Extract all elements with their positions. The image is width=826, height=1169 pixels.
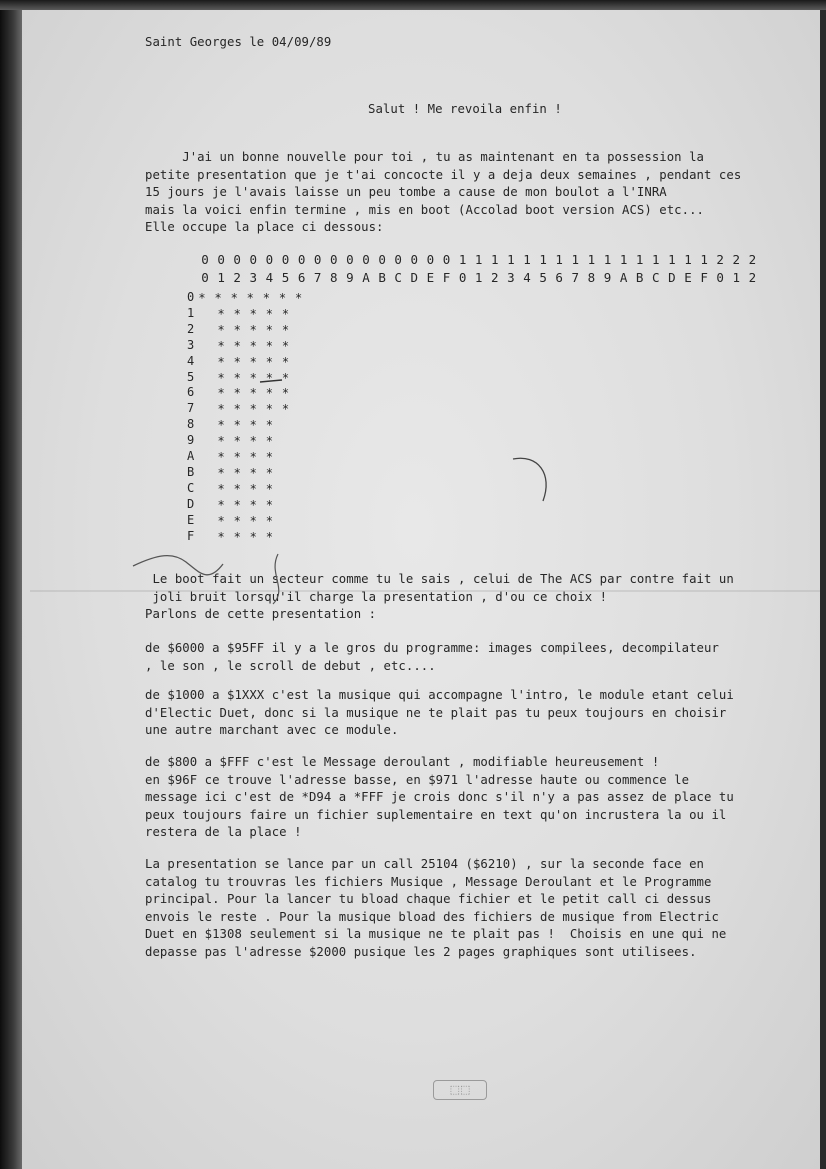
sector-used-mark: * <box>233 450 241 464</box>
sector-row-label: 0 <box>187 290 195 304</box>
sector-used-mark: * <box>249 465 257 480</box>
sector-used-mark: * <box>249 386 257 401</box>
sector-used-mark: * <box>217 306 225 321</box>
sector-used-mark: * <box>265 481 273 496</box>
sector-header-cell: 5 <box>281 270 290 285</box>
sector-used-mark: * <box>217 418 225 433</box>
sector-used-mark: * <box>217 370 225 385</box>
sector-header-cell: 0 <box>378 252 386 267</box>
sector-used-mark: * <box>249 306 257 321</box>
sector-used-mark: * <box>249 529 257 544</box>
sector-header-cell: 8 <box>330 270 338 285</box>
sector-row-label: 6 <box>187 385 195 400</box>
sector-used-mark: * <box>265 434 273 449</box>
sector-used-mark: * <box>217 465 225 480</box>
sector-used-mark: * <box>265 354 273 369</box>
sector-header-cell: 1 <box>571 252 580 267</box>
sector-header-cell: 0 <box>458 270 467 285</box>
paragraph-1000: de $1000 a $1XXX c'est la musique qui accompagne l'intro, le module etant celui d'Electic Duet, donc si la musique ne te plait pas tu peux toujours en choisir une autre marchant avec ce module. <box>145 688 734 738</box>
sector-used-mark: * <box>233 386 241 401</box>
sector-used-mark: * <box>217 386 225 401</box>
sector-header-cell: 0 <box>201 270 209 285</box>
sector-row-label: 1 <box>187 305 195 320</box>
sector-header-cell: 8 <box>587 270 596 285</box>
sector-used-mark: * <box>217 450 225 464</box>
sector-header-cell: C <box>652 270 660 285</box>
sector-header-cell: 1 <box>474 270 483 285</box>
sector-used-mark: * <box>217 338 225 353</box>
sector-row-label: 5 <box>187 369 195 384</box>
sector-used-mark: * <box>249 322 257 337</box>
sector-header-cell: 0 <box>313 252 322 267</box>
sector-used-mark: * <box>249 497 257 512</box>
sector-header-cell: 0 <box>394 252 402 267</box>
sector-header-cell: 7 <box>313 270 322 285</box>
sector-used-mark: * <box>281 338 290 353</box>
sector-used-mark: * <box>217 402 225 417</box>
sector-row-label: E <box>187 512 195 527</box>
sector-header-cell: 0 <box>410 252 419 267</box>
sector-header-cell: 1 <box>539 252 547 267</box>
sector-header-cell: 3 <box>507 270 515 285</box>
sector-header-cell: 1 <box>700 252 708 267</box>
sector-used-mark: * <box>233 434 241 449</box>
sector-used-mark: * <box>233 513 241 528</box>
sector-used-mark: * <box>249 450 257 464</box>
sector-header-cell: 1 <box>732 270 741 285</box>
sector-used-mark: * <box>262 291 270 305</box>
sector-used-mark: * <box>249 338 257 353</box>
sector-header-cell: 2 <box>748 270 757 285</box>
paragraph-800: de $800 a $FFF c'est le Message deroulant , modifiable heureusement ! en $96F ce trouve l'adresse basse, en $971 l'adresse haute ou commence le message ici c'est de *D94 a *FFF je crois donc s'il n'y a pas assez de place tu peux toujours faire un fichier suplementaire en text qu'on incrustera la ou il restera de la place ! <box>145 755 734 840</box>
sector-header-cell: E <box>684 270 692 285</box>
sector-header-cell: 1 <box>523 252 531 267</box>
sector-row-label: 8 <box>187 417 195 432</box>
sector-used-mark: * <box>198 291 206 305</box>
paragraph-launch: La presentation se lance par un call 25104 ($6210) , sur la seconde face en catalog tu trouvras les fichiers Musique , Message Deroulant et le Programme principal. Pour la lancer tu bload chaque fichier et le petit call ci dessus envois le reste . Pour la musique bload des fichiers de musique from Electric Duet en $1308 seulement si la musique ne te plait pas ! Choisis en une qui ne depasse pas l'adresse $2000 pusique les 2 pages graphiques sont utilisees. <box>145 857 727 959</box>
sector-used-mark: * <box>281 322 290 337</box>
sector-header-cell: 1 <box>668 252 676 267</box>
sector-header-cell: 0 <box>716 270 724 285</box>
sector-used-mark: * <box>281 402 290 417</box>
paper-watermark: ⬚⬚ <box>433 1080 487 1100</box>
sector-used-mark: * <box>294 291 303 305</box>
sector-header-cell: D <box>668 270 676 285</box>
sector-used-mark: * <box>249 370 257 385</box>
sector-used-mark: * <box>249 418 257 433</box>
sector-header-cell: F <box>700 270 708 285</box>
scan-edge-left <box>0 0 22 1169</box>
sector-used-mark: * <box>214 291 222 305</box>
sector-used-mark: * <box>265 402 273 417</box>
sector-header-cell: 1 <box>603 252 612 267</box>
sector-header-cell: 1 <box>474 252 483 267</box>
sector-header-cell: 6 <box>555 270 563 285</box>
sector-row-label: 3 <box>187 337 195 352</box>
sector-used-mark: * <box>233 497 241 512</box>
sector-used-mark: * <box>233 322 241 337</box>
sector-header-cell: 5 <box>539 270 547 285</box>
sector-used-mark: * <box>265 386 273 401</box>
sector-header-cell: B <box>635 270 644 285</box>
sector-used-mark: * <box>217 497 225 512</box>
sector-used-mark: * <box>217 513 225 528</box>
sector-header-cell: 0 <box>346 252 354 267</box>
sector-header-cell: D <box>410 270 419 285</box>
sector-used-mark: * <box>265 497 273 512</box>
sector-header-cell: 0 <box>297 252 306 267</box>
sector-header-cell: 1 <box>684 252 692 267</box>
sector-header-cell: E <box>426 270 435 285</box>
boot-paragraph: Le boot fait un secteur comme tu le sais , celui de The ACS par contre fait un joli bruit lorsqu'il charge la presentation , d'ou ce choix ! Parlons de cette presentation : <box>145 572 734 622</box>
sector-used-mark: * <box>217 434 225 449</box>
sector-row-label: 2 <box>187 321 195 336</box>
scan-edge-top <box>0 0 826 10</box>
sector-header-cell: 2 <box>233 270 241 285</box>
sector-row-label: 7 <box>187 401 195 416</box>
sector-used-mark: * <box>249 402 257 417</box>
sector-used-mark: * <box>265 465 273 480</box>
sector-header-cell: 4 <box>523 270 531 285</box>
pen-arc-mark <box>503 449 563 509</box>
sector-header-cell: A <box>619 270 628 285</box>
sector-header-cell: 2 <box>491 270 499 285</box>
sector-header-cell: 0 <box>265 252 274 267</box>
sector-header-cell: 6 <box>297 270 306 285</box>
sector-used-mark: * <box>249 513 257 528</box>
location-date: Saint Georges le 04/09/89 <box>145 35 332 49</box>
sector-header-cell: 0 <box>362 252 370 267</box>
sector-header-cell: 9 <box>346 270 354 285</box>
sector-header-cell: A <box>362 270 370 285</box>
sector-row-label: B <box>187 464 195 479</box>
sector-used-mark: * <box>233 338 241 353</box>
sector-used-mark: * <box>230 291 238 305</box>
sector-header-cell: B <box>378 270 386 285</box>
sector-header-cell: 0 <box>249 252 258 267</box>
sector-header-cell: 0 <box>330 252 338 267</box>
sector-row-label: F <box>187 528 195 543</box>
sector-header-cell: F <box>442 270 451 285</box>
sector-row-label: A <box>187 449 195 463</box>
sector-used-mark: * <box>265 370 273 385</box>
sector-used-mark: * <box>265 306 273 321</box>
sector-header-cell: 0 <box>426 252 435 267</box>
sector-header-cell: 1 <box>491 252 499 267</box>
sector-used-mark: * <box>281 386 290 401</box>
sector-used-mark: * <box>233 354 241 369</box>
intro-paragraph: J'ai un bonne nouvelle pour toi , tu as maintenant en ta possession la petite presentation que je t'ai concocte il y a deja deux semaines , pendant ces 15 jours je l'avais laisse un peu tombe a cause de mon boulot a l'INRA mais la voici enfin termine , mis en boot (Accolad boot version ACS) etc... Elle occupe la place ci dessous: <box>145 150 742 235</box>
sector-header-cell: 0 <box>442 252 451 267</box>
sector-header-cell: 1 <box>587 252 596 267</box>
sector-row-label: 9 <box>187 433 195 448</box>
letter-page <box>8 4 820 1169</box>
sector-used-mark: * <box>281 306 290 321</box>
sector-used-mark: * <box>281 370 290 385</box>
sector-header-cell: 0 <box>281 252 290 267</box>
sector-header-cell: 0 <box>233 252 241 267</box>
sector-row-label: D <box>187 496 195 511</box>
sector-used-mark: * <box>249 434 257 449</box>
sector-header-cell: 2 <box>716 252 724 267</box>
sector-header-cell: 0 <box>217 252 225 267</box>
sector-used-mark: * <box>281 354 290 369</box>
sector-header-cell: 2 <box>732 252 741 267</box>
sector-used-mark: * <box>246 291 254 305</box>
sector-header-cell: 1 <box>458 252 467 267</box>
greeting: Salut ! Me revoila enfin ! <box>368 102 562 116</box>
sector-used-mark: * <box>233 402 241 417</box>
sector-header-cell: 2 <box>748 252 757 267</box>
sector-header-cell: 7 <box>571 270 580 285</box>
sector-used-mark: * <box>233 465 241 480</box>
sector-header-cell: 1 <box>217 270 225 285</box>
sector-used-mark: * <box>265 338 273 353</box>
sector-used-mark: * <box>265 529 273 544</box>
sector-used-mark: * <box>233 370 241 385</box>
sector-used-mark: * <box>233 529 241 544</box>
sector-header-cell: 1 <box>635 252 644 267</box>
sector-used-mark: * <box>233 418 241 433</box>
sector-used-mark: * <box>265 450 273 464</box>
sector-used-mark: * <box>265 322 273 337</box>
sector-used-mark: * <box>233 306 241 321</box>
sector-used-mark: * <box>217 322 225 337</box>
sector-used-mark: * <box>217 354 225 369</box>
paragraph-6000: de $6000 a $95FF il y a le gros du programme: images compilees, decompilateur , le son , le scroll de debut , etc.... <box>145 641 719 673</box>
sector-header-cell: 1 <box>652 252 660 267</box>
sector-header-cell: 4 <box>265 270 274 285</box>
sector-header-cell: 1 <box>555 252 563 267</box>
sector-used-mark: * <box>265 513 273 528</box>
sector-used-mark: * <box>233 481 241 496</box>
sector-header-cell: C <box>394 270 402 285</box>
sector-used-mark: * <box>249 481 257 496</box>
sector-header-cell: 1 <box>507 252 515 267</box>
sector-header-cell: 0 <box>201 252 209 267</box>
sector-used-mark: * <box>249 354 257 369</box>
sector-used-mark: * <box>278 291 287 305</box>
sector-used-mark: * <box>217 529 225 544</box>
sector-used-mark: * <box>217 481 225 496</box>
sector-header-cell: 3 <box>249 270 258 285</box>
sector-header-cell: 9 <box>603 270 612 285</box>
sector-header-cell: 1 <box>619 252 628 267</box>
sector-row-label: 4 <box>187 353 195 368</box>
sector-row-label: C <box>187 480 195 495</box>
sector-used-mark: * <box>265 418 273 433</box>
